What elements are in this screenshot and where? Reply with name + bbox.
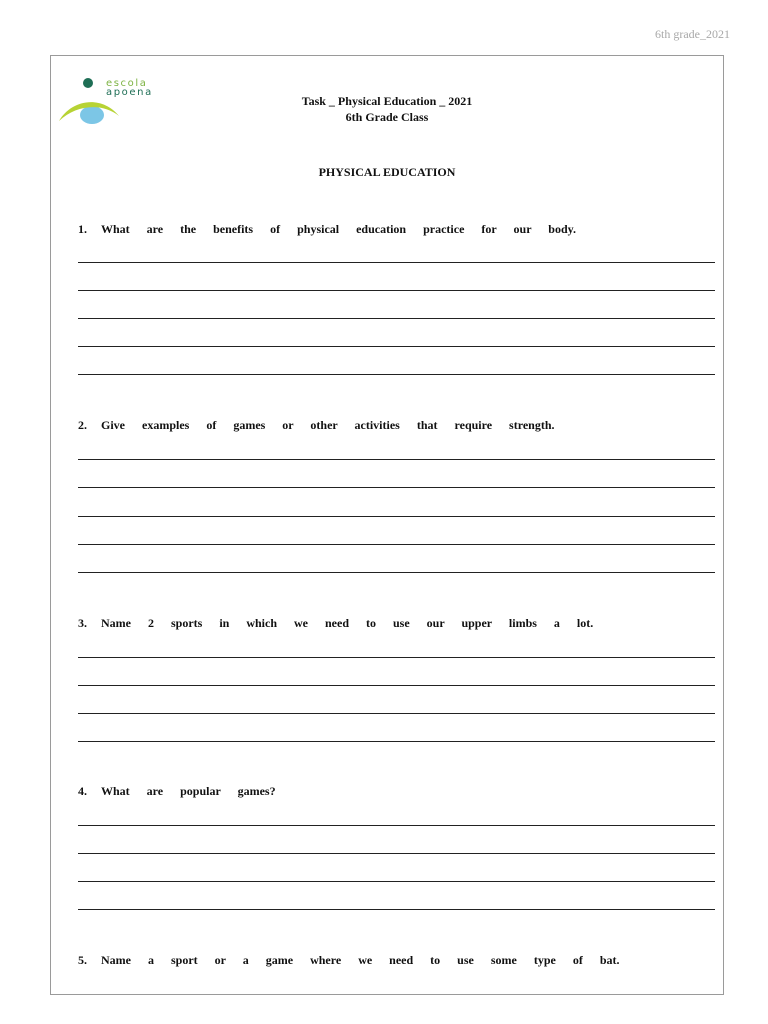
question-4	[78, 784, 276, 799]
question-2	[78, 418, 555, 433]
answer-line[interactable]	[78, 713, 715, 714]
answer-line[interactable]	[78, 657, 715, 658]
question-5	[78, 953, 620, 968]
answer-line[interactable]	[78, 544, 715, 545]
answer-line[interactable]	[78, 346, 715, 347]
answer-line[interactable]	[78, 487, 715, 488]
question-text: What are the benefits of physical education practice for our body.	[101, 222, 576, 236]
answer-line[interactable]	[78, 572, 715, 573]
answer-line[interactable]	[78, 881, 715, 882]
question-number: 1.	[78, 222, 87, 236]
answer-line[interactable]	[78, 374, 715, 375]
answer-line[interactable]	[78, 825, 715, 826]
worksheet-page	[50, 55, 724, 995]
question-text: What are popular games?	[101, 784, 276, 798]
question-text: Name a sport or a game where we need to use some type of bat.	[101, 953, 620, 967]
answer-line[interactable]	[78, 290, 715, 291]
task-title-line2: 6th Grade Class	[345, 110, 429, 124]
answer-line[interactable]	[78, 262, 715, 263]
question-3	[78, 616, 593, 631]
answer-line[interactable]	[78, 459, 715, 460]
page-header-label: 6th grade_2021	[655, 27, 730, 41]
question-text: Name 2 sports in which we need to use our upper limbs a lot.	[101, 616, 594, 630]
logo-text-line2: apoena	[106, 87, 153, 98]
answer-line[interactable]	[78, 685, 715, 686]
answer-line[interactable]	[78, 318, 715, 319]
answer-line[interactable]	[78, 741, 715, 742]
answer-line[interactable]	[78, 853, 715, 854]
answer-line[interactable]	[78, 909, 715, 910]
question-text: Give examples of games or other activities that require strength.	[101, 418, 555, 432]
question-number: 3.	[78, 616, 87, 630]
task-title	[51, 93, 723, 125]
question-number: 4.	[78, 784, 87, 798]
question-number: 5.	[78, 953, 87, 967]
answer-line[interactable]	[78, 516, 715, 517]
logo-text-line1: escola	[106, 78, 148, 89]
section-title: PHYSICAL EDUCATION	[318, 165, 456, 179]
question-1	[78, 222, 576, 237]
question-number: 2.	[78, 418, 87, 432]
task-title-line1: Task _ Physical Education _ 2021	[301, 94, 473, 108]
